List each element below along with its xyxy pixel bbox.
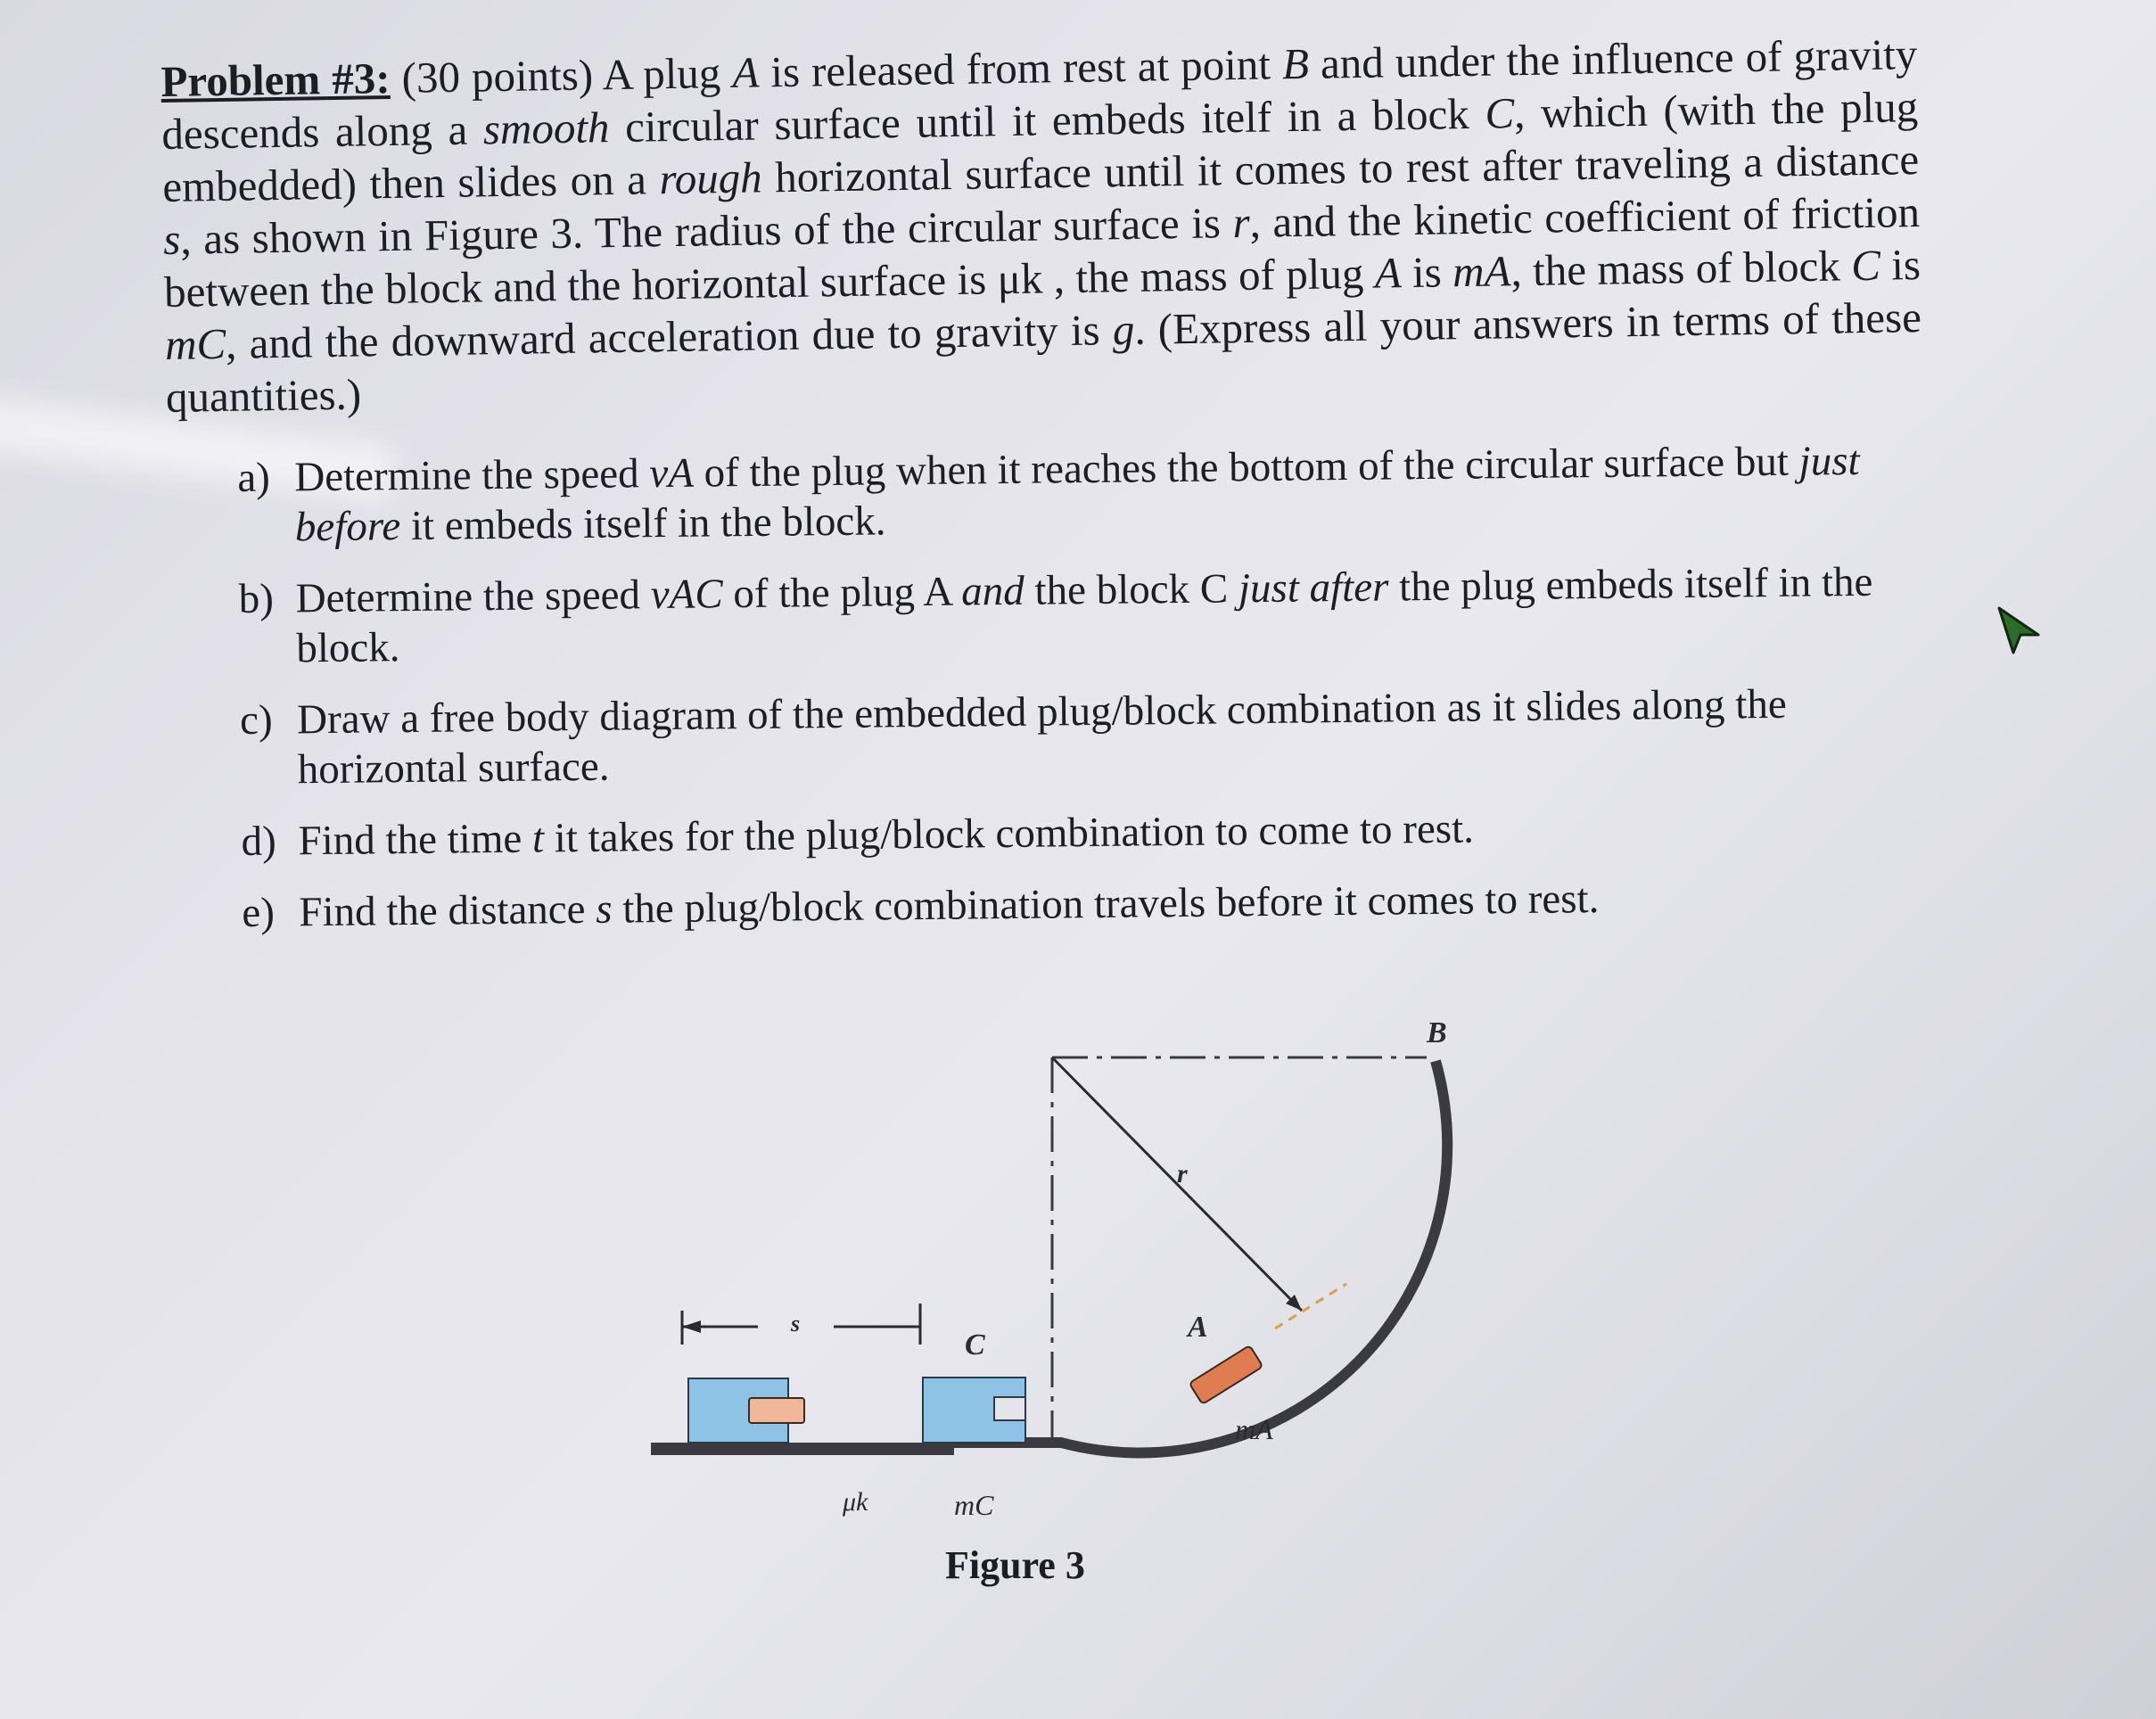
text-run: the plug embeds itself in the block. bbox=[296, 558, 1873, 672]
problem-label: Problem #3: bbox=[160, 53, 391, 106]
text-run: . (Express all your answers in terms of these quantities.) bbox=[165, 292, 1922, 422]
em-rough: rough bbox=[659, 152, 763, 204]
label-mA: mA bbox=[1235, 1413, 1273, 1445]
label-mC: mC bbox=[954, 1489, 994, 1521]
text-run: Find the distance bbox=[299, 885, 597, 936]
text-run: is bbox=[1401, 247, 1453, 298]
label-r: r bbox=[1177, 1159, 1188, 1188]
part-text bbox=[298, 800, 1899, 867]
part-text: Draw a free body diagram of the embedded plug/block combination as it slides along the horizontal surface. bbox=[296, 680, 1787, 794]
var-A: A bbox=[1374, 248, 1403, 298]
text-run: Determine the speed bbox=[294, 450, 650, 501]
text-run: A plug bbox=[592, 47, 733, 100]
label-mu-k: μk bbox=[843, 1487, 868, 1517]
text-run: the block C bbox=[1024, 565, 1239, 614]
part-d bbox=[241, 800, 1899, 867]
var-s: s bbox=[162, 214, 181, 264]
part-b bbox=[238, 557, 1897, 674]
em-text: just before bbox=[294, 437, 1860, 551]
part-marker: b) bbox=[238, 575, 275, 622]
var-C: C bbox=[1850, 240, 1881, 291]
part-e bbox=[242, 870, 1900, 937]
rough-surface bbox=[651, 1443, 954, 1455]
part-marker: d) bbox=[241, 818, 276, 865]
text-run: the plug/block combination travels before it comes to rest. bbox=[612, 876, 1600, 933]
var-A: A bbox=[731, 47, 760, 97]
part-c bbox=[240, 679, 1899, 795]
document-page bbox=[160, 29, 1922, 424]
figure-caption: Figure 3 bbox=[945, 1543, 1085, 1587]
var-vAC: vAC bbox=[650, 571, 723, 619]
var-g: g bbox=[1112, 304, 1135, 355]
text-run: Find the time bbox=[298, 815, 533, 865]
figure-3 bbox=[642, 1016, 1516, 1605]
text-run: circular surface until it embeds itelf in a block bbox=[608, 88, 1485, 152]
text-run: , which (with the plug embedded) then slides on a bbox=[161, 82, 1919, 211]
text-run: and under the influence of gravity descends along a bbox=[160, 29, 1918, 159]
plug-orientation-dash bbox=[1275, 1284, 1346, 1328]
problem-statement bbox=[160, 28, 1922, 424]
figure-diagram bbox=[642, 1016, 1516, 1605]
part-marker: a) bbox=[237, 454, 271, 501]
part-a bbox=[237, 436, 1897, 553]
label-A: A bbox=[1188, 1311, 1208, 1344]
var-vA: vA bbox=[649, 449, 695, 498]
text-run: is released from rest at point bbox=[758, 39, 1283, 97]
text-run: is bbox=[1880, 240, 1921, 290]
var-t: t bbox=[531, 815, 545, 862]
part-text bbox=[299, 870, 1900, 937]
part-text bbox=[295, 557, 1897, 674]
part-text bbox=[294, 436, 1897, 553]
label-B: B bbox=[1427, 1016, 1447, 1049]
block-with-plug bbox=[688, 1378, 804, 1443]
text-run: it embeds itself in the block. bbox=[399, 498, 886, 550]
em-smooth: smooth bbox=[482, 103, 610, 154]
label-C: C bbox=[965, 1328, 985, 1361]
var-C: C bbox=[1485, 88, 1515, 138]
text-run: , and the kinetic coefficient of friction between the block and the horizontal surface is μk , the mass of plug bbox=[163, 187, 1921, 317]
mouse-pointer-icon bbox=[1996, 605, 2042, 662]
s-arrowhead bbox=[682, 1320, 701, 1333]
var-mC: mC bbox=[164, 318, 226, 369]
text-run: , as shown in Figure 3. The radius of the circular surface is bbox=[179, 198, 1233, 264]
part-marker: e) bbox=[242, 889, 276, 936]
problem-points: (30 points) bbox=[401, 50, 594, 103]
text-run: it takes for the plug/block combination to come to rest. bbox=[543, 805, 1475, 862]
label-s: s bbox=[791, 1311, 801, 1337]
text-run: , and the downward acceleration due to gravity is bbox=[225, 305, 1114, 368]
em-text: just after bbox=[1238, 563, 1389, 613]
text-run: horizontal surface until it comes to rest after traveling a distance bbox=[761, 135, 1920, 202]
text-run: Determine the speed bbox=[295, 572, 651, 622]
text-run: , the mass of block bbox=[1510, 241, 1852, 296]
block-C bbox=[923, 1378, 1025, 1443]
question-parts bbox=[237, 436, 1901, 959]
var-s: s bbox=[595, 885, 613, 933]
part-marker: c) bbox=[239, 696, 273, 744]
var-r: r bbox=[1232, 197, 1250, 248]
text-run: of the plug A bbox=[722, 568, 962, 618]
var-B: B bbox=[1281, 38, 1310, 89]
em-text: and bbox=[960, 567, 1025, 615]
plug-A bbox=[1189, 1345, 1263, 1404]
text-run: of the plug when it reaches the bottom of the circular surface but bbox=[693, 438, 1799, 497]
var-mA: mA bbox=[1452, 246, 1511, 297]
